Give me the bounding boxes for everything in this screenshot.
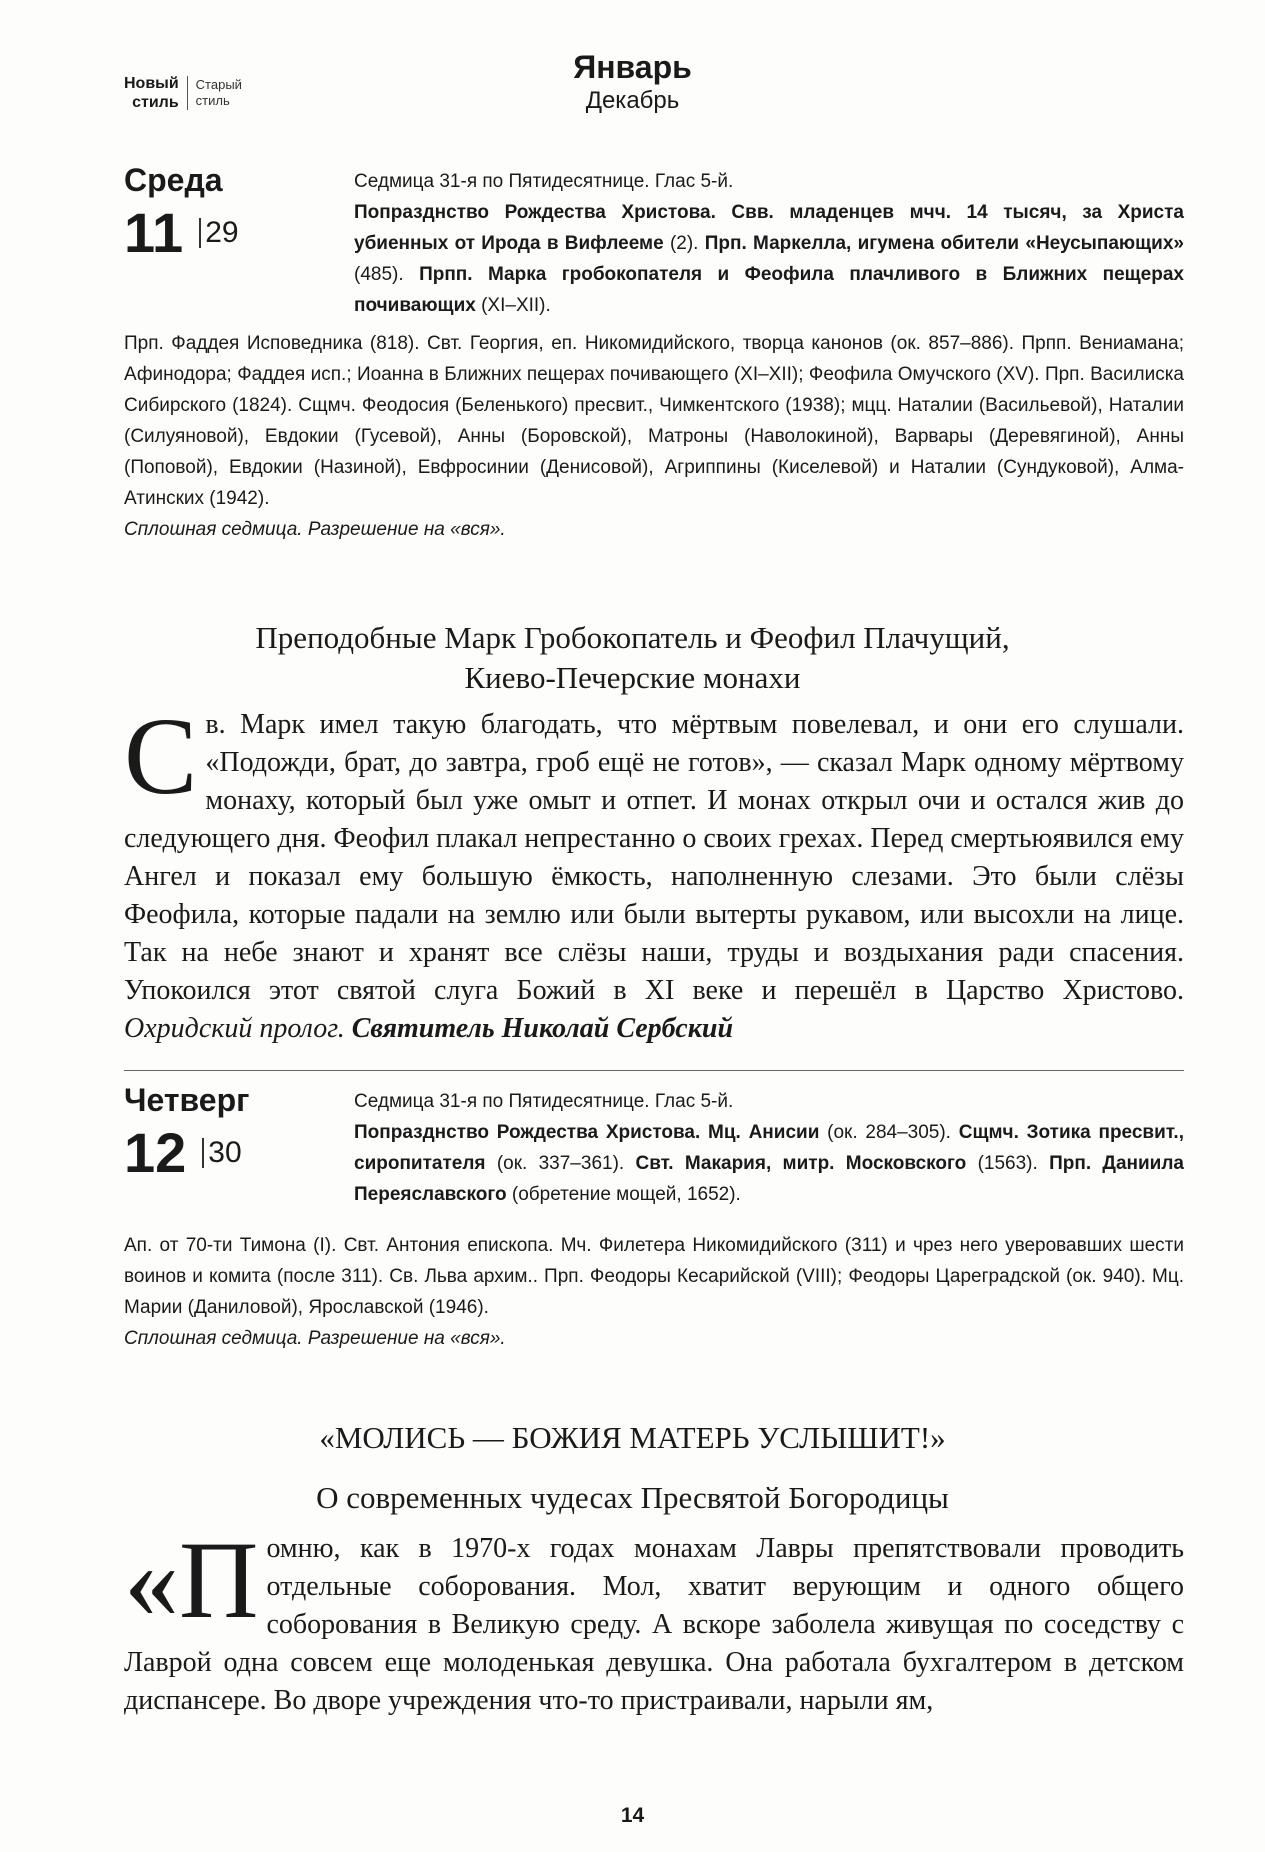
feast-main: Попразднство Рождества Христова. Свв. младенцев мчч. 14 тысяч, за Христа убиенных от Ирода в Вифлееме <box>354 202 1184 254</box>
week-info: Седмица 31-я по Пятидесятнице. Глас 5-й. <box>354 1091 734 1112</box>
saints-text: Ап. от 70-ти Тимона (I). Свт. Антония епископа. Мч. Филетера Никомидийского (311) и чрез него уверовавших шести воинов и комита (после 311). Св. Льва архим.. Прп. Феодоры Кесарийской (VIII); Феодоры Цареградской (ок. 940). Мц. Марии (Даниловой), Ярославской (1946). <box>124 1235 1184 1318</box>
day-block-wednesday <box>124 162 1184 582</box>
feast-date: (XI–XII). <box>475 295 551 316</box>
old-style-word1: Старый <box>195 77 242 92</box>
new-date: 12 <box>124 1121 187 1184</box>
article-body <box>124 1519 1184 1720</box>
saints-list <box>124 328 1184 545</box>
new-style-word2: стиль <box>132 94 179 111</box>
article-source: Охридский пролог. <box>124 1013 345 1044</box>
new-date: 11 <box>124 201 184 264</box>
date-divider <box>202 1138 204 1168</box>
feast-date: (1563). <box>966 1153 1050 1174</box>
feast-date: (2). <box>663 233 705 254</box>
feast-saint: Свт. Макария, митр. Московского <box>635 1153 967 1174</box>
feast-date: (ок. 337–361). <box>485 1153 636 1174</box>
old-style-word2: стиль <box>195 93 230 108</box>
article-author: Святитель Николай Сербский <box>351 1013 734 1044</box>
article-title-line1: «МОЛИСЬ — БОЖИЯ МАТЕРЬ УСЛЫШИТ!» <box>319 1420 946 1455</box>
feast-saint: Прп. Маркелла, игумена обители «Неусыпающих» <box>704 233 1184 254</box>
feast-saint: Прпп. Марка гробокопателя и Феофила плачливого в Ближних пещерах почивающих <box>354 264 1184 316</box>
feast-summary <box>354 166 1184 321</box>
drop-cap: С <box>124 695 198 817</box>
day-block-thursday <box>124 1082 1184 1402</box>
page-number: 14 <box>620 1804 645 1827</box>
feast-saint: Сщмч. Зотика пресвит., сиропитателя <box>354 1122 1184 1174</box>
saints-text: Прп. Фаддея Исповедника (818). Свт. Георгия, еп. Никомидийского, творца канонов (ок. 857–886). Прпп. Вениамана; Афинодора; Фаддея исп.; Иоанна в Ближних пещерах почивающего (XI–XII); Феофила Омучского (XV). Прп. Василиска Сибирского (1824). Сщмч. Феодосия (Беленького) пресвит., Чимкентского (1938); мцц. Наталии (Васильевой), Наталии (Силуяновой), Евдокии (Гусевой), Анны (Боровской), Матроны (Наволокиной), Варвары (Деревягиной), Анны (Поповой), Евдокии (Назиной), Евфросинии (Денисовой), Агриппины (Киселевой) и Наталии (Сундуковой), Алма-Атинских (1942). <box>124 333 1184 509</box>
drop-cap: «П <box>124 1519 259 1641</box>
month-header <box>0 48 1265 116</box>
article-title-line1: Преподобные Марк Гробокопатель и Феофил Плачущий, <box>255 620 1010 655</box>
section-divider <box>124 1070 1184 1071</box>
old-month-title: Декабрь <box>585 87 680 114</box>
month-title: Январь <box>573 49 692 85</box>
article-text: в. Марк имел такую благодать, что мёртвым повелевал, и они его слушали. «Подожди, брат, до завтра, гроб ещё не готов», — сказал Марк одному мёртвому монаху, который был уже омыт и отпет. И монах открыл очи и остался жив до следующего дня. Феофил плакал непрестанно о своих грехах. Перед смертьюявился ему Ангел и показал ему большую ёмкость, наполненную слезами. Это были слёзы Феофила, которые падали на землю или были вытерты рукавом, или высохли на лице. Так на небе знают и хранят все слёзы наши, труды и воздыхания ради спасения. Упокоился этот святой слуга Божий в XI веке и перешёл в Царство Христово. <box>124 709 1184 1006</box>
feast-date: (обретение мощей, 1652). <box>506 1184 741 1205</box>
fasting-note: Сплошная седмица. Разрешение на «вся». <box>124 519 506 540</box>
article-title <box>0 1418 1265 1518</box>
article-body <box>124 695 1184 1048</box>
new-style-word1: Новый <box>124 75 179 92</box>
weekday: Четверг <box>124 1082 250 1118</box>
feast-date: (485). <box>354 264 420 285</box>
weekday: Среда <box>124 162 223 198</box>
saints-list <box>124 1230 1184 1354</box>
article-title-line2: Киево-Печерские монахи <box>464 660 801 695</box>
feast-main: Попразднство Рождества Христова. Мц. Анисии <box>354 1122 820 1143</box>
fasting-note: Сплошная седмица. Разрешение на «вся». <box>124 1328 506 1349</box>
old-date: 30 <box>208 1136 242 1169</box>
article-title-line2: О современных чудесах Пресвятой Богородицы <box>316 1480 949 1515</box>
date-group <box>124 1121 242 1184</box>
old-date: 29 <box>205 216 239 249</box>
feast-date: (ок. 284–305). <box>819 1122 959 1143</box>
date-divider <box>199 218 201 248</box>
article-text: омню, как в 1970-х годах монахам Лавры препятствовали проводить отдельные соборования. Мол, хватит верующим и одного общего соборования в Великую среду. А вскоре заболела живущая по соседству с Лаврой одна совсем еще молоденькая девушка. Она работала бухгалтером в детском диспансере. Во дворе учреждения что-то пристраивали, нарыли ям, <box>124 1533 1184 1716</box>
feast-saint: Прп. Даниила Переяславского <box>354 1153 1184 1205</box>
date-group <box>124 201 239 264</box>
week-info: Седмица 31-я по Пятидесятнице. Глас 5-й. <box>354 171 734 192</box>
feast-summary <box>354 1086 1184 1210</box>
article-title <box>0 618 1265 698</box>
